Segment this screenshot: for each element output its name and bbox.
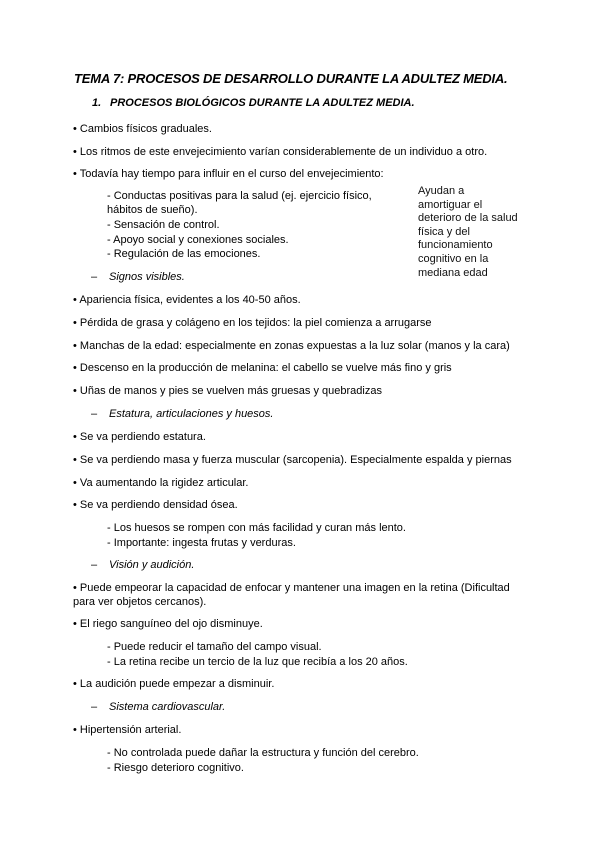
subsection-heading: – Signos visibles. — [91, 271, 185, 283]
bullet-item: • Se va perdiendo masa y fuerza muscular (sarcopenia). Especialmente espalda y piernas — [73, 454, 512, 466]
section-heading — [92, 97, 415, 109]
bullet-item: • La audición puede empezar a disminuir. — [73, 678, 275, 690]
bullet-item: • Manchas de la edad: especialmente en zonas expuestas a la luz solar (manos y la cara) — [73, 340, 510, 352]
sub-item: - Sensación de control. — [107, 219, 220, 231]
sub-item: hábitos de sueño). — [107, 204, 198, 216]
bullet-item: • Apariencia física, evidentes a los 40-50 años. — [73, 294, 301, 306]
subsection-heading: – Sistema cardiovascular. — [91, 701, 226, 713]
bullet-item: • Cambios físicos graduales. — [73, 123, 212, 135]
bullet-item: • Se va perdiendo densidad ósea. — [73, 499, 238, 511]
bullet-item: • Descenso en la producción de melanina: el cabello se vuelve más fino y gris — [73, 362, 452, 374]
page-title: TEMA 7: PROCESOS DE DESARROLLO DURANTE LA ADULTEZ MEDIA. — [74, 71, 508, 86]
bullet-item: • Se va perdiendo estatura. — [73, 431, 206, 443]
section-label: PROCESOS BIOLÓGICOS DURANTE LA ADULTEZ MEDIA. — [110, 97, 415, 109]
sub-item: - Los huesos se rompen con más facilidad y curan más lento. — [107, 522, 406, 534]
side-note: Ayudan a amortiguar el deterioro de la salud física y del funcionamiento cognitivo en la mediana edad — [418, 185, 518, 279]
sub-item: - Riesgo deterioro cognitivo. — [107, 762, 244, 774]
bullet-item: • Los ritmos de este envejecimiento varían considerablemente de un individuo a otro. — [73, 146, 488, 158]
sub-item: - Importante: ingesta frutas y verduras. — [107, 537, 296, 549]
bullet-item: • Uñas de manos y pies se vuelven más gruesas y quebradizas — [73, 385, 382, 397]
bullet-item-continuation: para ver objetos cercanos). — [73, 596, 207, 608]
bullet-item: • Todavía hay tiempo para influir en el curso del envejecimiento: — [73, 168, 384, 180]
bullet-item: • Puede empeorar la capacidad de enfocar y mantener una imagen en la retina (Dificultad — [73, 582, 510, 594]
section-number: 1. — [92, 97, 102, 109]
sub-item: - Regulación de las emociones. — [107, 248, 261, 260]
bullet-item: • Hipertensión arterial. — [73, 724, 182, 736]
sub-item: - Apoyo social y conexiones sociales. — [107, 234, 289, 246]
bullet-item: • Va aumentando la rigidez articular. — [73, 477, 249, 489]
sub-item: - No controlada puede dañar la estructura y función del cerebro. — [107, 747, 419, 759]
subsection-heading: – Visión y audición. — [91, 559, 195, 571]
bullet-item: • Pérdida de grasa y colágeno en los tejidos: la piel comienza a arrugarse — [73, 317, 432, 329]
sub-item: - La retina recibe un tercio de la luz que recibía a los 20 años. — [107, 656, 408, 668]
sub-item: - Puede reducir el tamaño del campo visual. — [107, 641, 322, 653]
bullet-item: • El riego sanguíneo del ojo disminuye. — [73, 618, 263, 630]
sub-item: - Conductas positivas para la salud (ej. ejercicio físico, — [107, 190, 372, 202]
subsection-heading: – Estatura, articulaciones y huesos. — [91, 408, 274, 420]
